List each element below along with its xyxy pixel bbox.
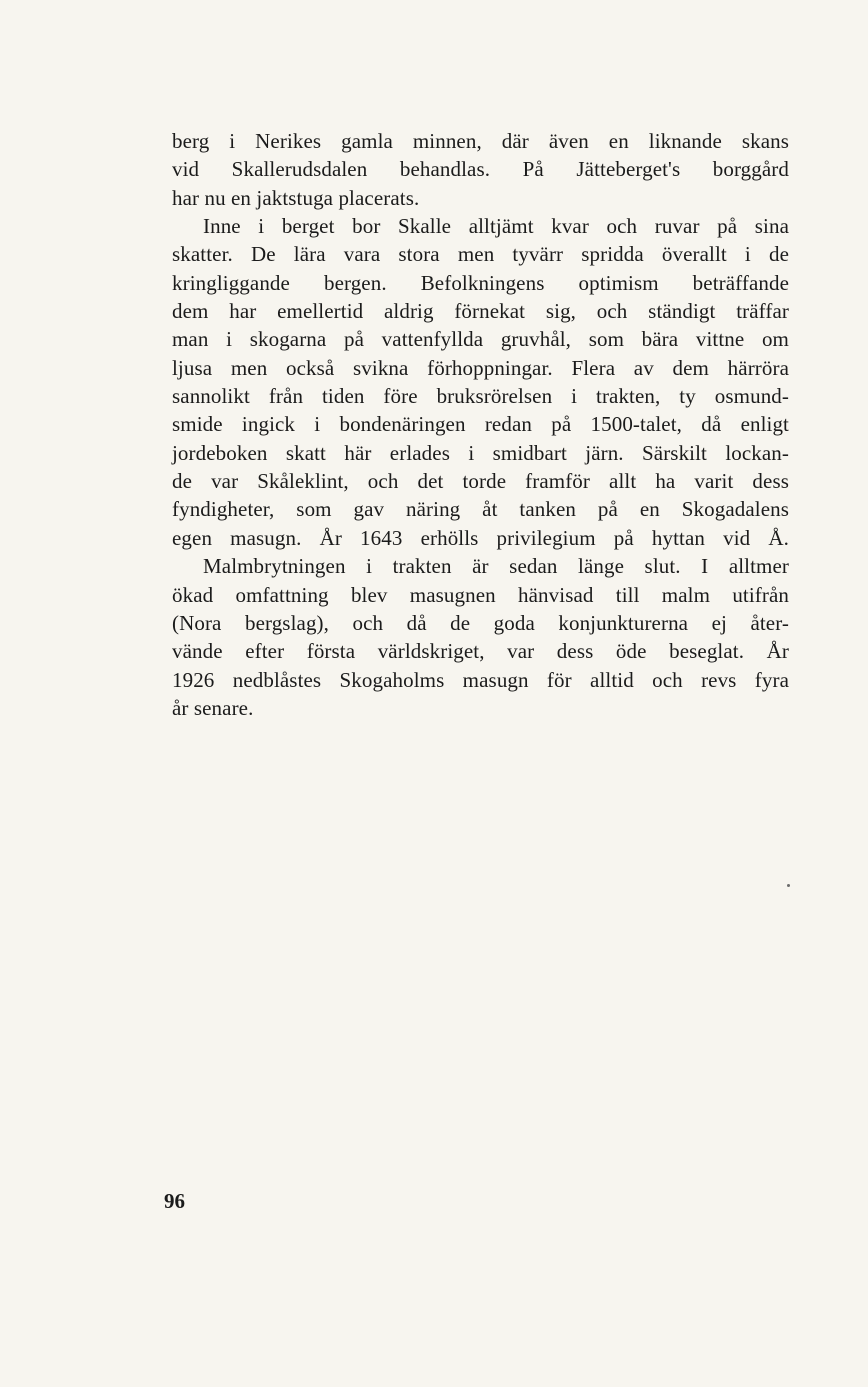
text-line: kringliggande bergen. Befolkningens optimism beträffande (172, 270, 789, 295)
text-line: ökad omfattning blev masugnen hänvisad till malm utifrån (172, 582, 789, 607)
text-line: jordeboken skatt här erlades i smidbart järn. Särskilt lockan- (172, 440, 789, 465)
page-number: 96 (164, 1189, 185, 1213)
text-line: de var Skåleklint, och det torde framför allt ha varit dess (172, 469, 789, 494)
text-line: vände efter första världskriget, var dess öde beseglat. År (172, 639, 789, 664)
text-line: (Nora bergslag), och då de goda konjunkturerna ej åter- (172, 610, 789, 635)
text-line: Inne i berget bor Skalle alltjämt kvar och ruvar på sina (203, 214, 789, 239)
text-line: 1926 nedblåstes Skogaholms masugn för alltid och revs fyra (172, 667, 789, 692)
text-line: vid Skallerudsdalen behandlas. På Jätteberget's borggård (172, 157, 789, 182)
text-line: har nu en jaktstuga placerats. (172, 185, 420, 210)
text-line: fyndigheter, som gav näring åt tanken på en Skogadalens (172, 497, 789, 522)
text-line: sannolikt från tiden före bruksrörelsen i trakten, ty osmund- (172, 384, 789, 409)
print-speck (787, 884, 790, 887)
text-line: Malmbrytningen i trakten är sedan länge slut. I alltmer (203, 554, 789, 579)
text-line: ljusa men också svikna förhoppningar. Flera av dem härröra (172, 355, 789, 380)
text-line: berg i Nerikes gamla minnen, där även en liknande skans (172, 129, 789, 153)
text-line: man i skogarna på vattenfyllda gruvhål, som bära vittne om (172, 327, 789, 352)
text-line: egen masugn. År 1643 erhölls privilegium på hyttan vid Å. (172, 525, 789, 550)
text-line: skatter. De lära vara stora men tyvärr spridda överallt i de (172, 242, 789, 267)
text-line: smide ingick i bondenäringen redan på 1500-talet, då enligt (172, 412, 789, 437)
text-line: dem har emellertid aldrig förnekat sig, och ständigt träffar (172, 299, 789, 324)
body-text (172, 127, 789, 722)
text-line: år senare. (172, 695, 254, 720)
